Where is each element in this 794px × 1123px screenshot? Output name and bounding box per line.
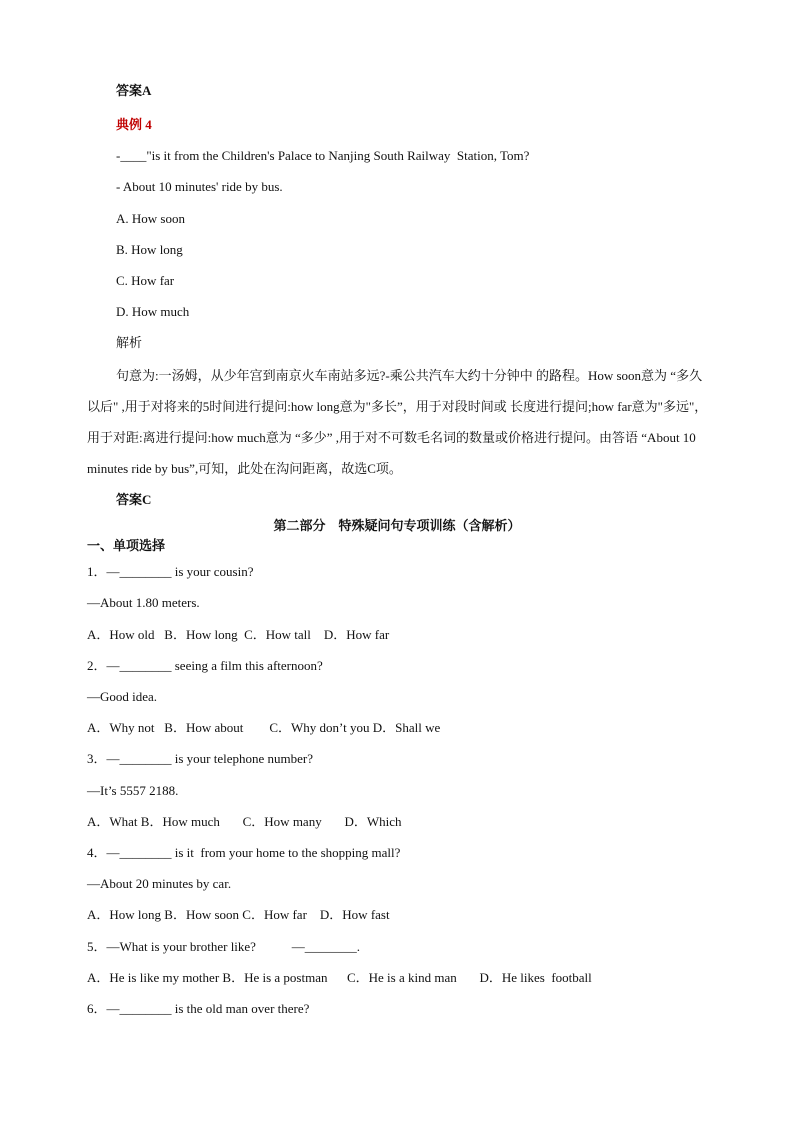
question-5: 5．—What is your brother like? —________. (87, 939, 360, 954)
example-reply: - About 10 minutes' ride by bus. (116, 179, 283, 194)
question-2-options: A．Why not B．How about C．Why don’t you D．Shall we (87, 720, 441, 735)
question-3: 3．—________ is your telephone number? (87, 751, 314, 766)
question-1-answer: —About 1.80 meters. (87, 595, 200, 610)
question-5-options: A．He is like my mother B．He is a postman C．He is a kind man D．He likes football (87, 970, 592, 985)
question-2-answer: —Good idea. (87, 689, 158, 704)
section-title: 第二部分 特殊疑问句专项训练（含解析） (273, 518, 521, 533)
example-question: -____"is it from the Children's Palace to Nanjing South Railway Station, Tom? (116, 148, 530, 163)
question-6: 6．—________ is the old man over there? (87, 1001, 310, 1016)
example-option-b: B. How long (116, 242, 183, 257)
question-1: 1．—________ is your cousin? (87, 564, 254, 579)
question-2: 2．—________ seeing a film this afternoon? (87, 658, 323, 673)
example-option-c: C. How far (116, 273, 175, 288)
question-4-options: A．How long B．How soon C．How far D．How fast (87, 907, 390, 922)
question-4-answer: —About 20 minutes by car. (87, 876, 232, 891)
section-subtitle: 一、单项选择 (87, 538, 166, 553)
question-1-options: A．How old B．How long C．How tall D．How far (87, 627, 390, 642)
question-4: 4．—________ is it from your home to the shopping mall? (87, 845, 401, 860)
top-answer: 答案A (116, 83, 152, 98)
example-answer: 答案C (116, 492, 152, 507)
example-option-a: A. How soon (116, 211, 185, 226)
question-3-answer: —It’s 5557 2188. (87, 783, 179, 798)
question-3-options: A．What B．How much C．How many D．Which (87, 814, 402, 829)
example-title: 典例 4 (116, 117, 152, 132)
analysis-text: 句意为:一汤姆，从少年宫到南京火车南站多远?-乘公共汽车大约十分钟中 的路程。How soon意为 “多久以后" ,用于对将来的5时间进行提问:how long意为"多长”，用于对段时间或 长度进行提问;how far意为"多远"，用于对距:离进行提问:how much意为 “多少” ,用于对不可数毛名词的数量或价格进行提问。由答语 “About 10 minutes ride by bus”,可知，此处在沟问距离，故选C项。 (87, 368, 708, 476)
example-option-d: D. How much (116, 304, 190, 319)
analysis-label: 解析 (116, 335, 143, 350)
